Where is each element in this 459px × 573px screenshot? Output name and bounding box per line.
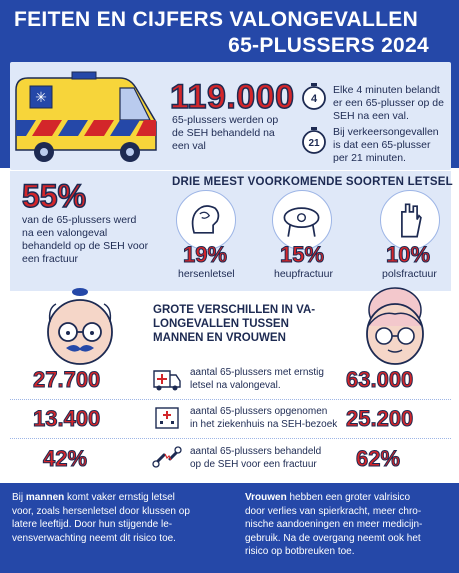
men-row1-value: 27.700	[33, 367, 101, 392]
letsel-title: DRIE MEEST VOORKOMENDE SOORTEN LETSEL	[172, 176, 453, 188]
row1-text-line2: letsel na valongeval.	[190, 379, 281, 391]
women-line3: nische aandoeningen en meer medicijn-	[245, 519, 423, 530]
row3-text-line1: aantal 65-plussers behandeld	[190, 446, 322, 457]
stat2-icon-value: 21	[308, 138, 320, 149]
women-row1-value: 63.000	[346, 367, 414, 392]
woman-face-illustration	[350, 284, 440, 368]
stat1-text: Elke 4 minuten belandt er een 65-plusser op de SEH na een val.	[333, 84, 444, 122]
row2-text-line1: aantal 65-plussers opgenomen	[190, 406, 328, 417]
footer-men-text	[12, 491, 212, 545]
row1-text-line1: aantal 65-plussers met ernstig	[190, 367, 324, 378]
wrist-label: polsfractuur	[382, 268, 437, 280]
hospital-icon	[152, 404, 182, 430]
fracture-percentage: 55%	[22, 178, 87, 214]
row-divider-2	[10, 438, 451, 439]
men-row2-value: 13.400	[33, 406, 101, 431]
gender-title-line2: LONGEVALLEN TUSSEN	[153, 318, 289, 330]
men-row3-value: 42%	[43, 446, 88, 471]
footer-women-text	[245, 491, 445, 559]
men-line4: vensverwachting neemt dit risico toe.	[12, 532, 176, 544]
women-line4: gebruik. Na de overgang neemt ook het	[245, 532, 421, 544]
men-line1-end: komt vaker ernstig letsel	[64, 492, 175, 503]
women-row2-value: 25.200	[346, 406, 414, 431]
hip-pct: 15%	[280, 242, 325, 267]
stat2-text: Bij verkeersongevallen is dat een 65-plusser per 21 minuten.	[333, 126, 439, 164]
row3-text	[190, 446, 338, 471]
row3-text-line2: op de SEH voor een fractuur	[190, 458, 317, 470]
row-divider-1	[10, 399, 451, 400]
stopwatch-icon-2	[300, 126, 328, 154]
row2-text	[190, 406, 338, 431]
women-bold: Vrouwen	[245, 492, 287, 503]
brain-pct: 19%	[183, 242, 228, 267]
man-face-illustration	[30, 288, 130, 368]
wrist-icon	[380, 190, 440, 250]
brain-label: hersenletsel	[178, 268, 235, 280]
women-row3-value: 62%	[356, 446, 401, 471]
fracture-text: van de 65-plussers werd na een valongeval behandeld op de SEH voor een fractuur	[22, 214, 149, 265]
total-text: 65-plussers werden op de SEH behandeld na een val	[172, 114, 279, 152]
gender-title-line3: MANNEN EN VROUWEN	[153, 332, 286, 344]
wrist-pct: 10%	[386, 242, 431, 267]
men-bold: mannen	[25, 492, 65, 503]
gender-title	[153, 303, 333, 345]
hip-label: heupfractuur	[274, 268, 333, 280]
row2-text-line2: in het ziekenhuis na SEH-bezoek	[190, 418, 338, 430]
brain-icon	[176, 190, 236, 250]
men-line2: voor, zoals hersenletsel door klussen op	[12, 505, 190, 517]
svg-text:✳: ✳	[35, 90, 47, 106]
ambulance-icon	[152, 365, 182, 391]
women-line5: risico op botbreuken toe.	[245, 546, 355, 557]
title-line2: 65-PLUSSERS 2024	[228, 34, 429, 57]
gender-title-line1: GROTE VERSCHILLEN IN VA-	[153, 304, 316, 316]
row1-text	[190, 367, 338, 392]
women-line2: door verlies van spierkracht, meer chro-	[245, 505, 422, 517]
bone-icon	[152, 444, 182, 470]
ambulance-illustration	[12, 70, 162, 162]
stat1-icon-value: 4	[310, 93, 318, 105]
title-line1: FEITEN EN CIJFERS VALONGEVALLEN	[14, 8, 419, 31]
women-line1: hebben een groter valrisico	[286, 492, 411, 503]
men-line3: latere leeftijd. Door hun stijgende le-	[12, 519, 173, 530]
hip-icon	[272, 190, 332, 250]
men-line1-start: Bij	[12, 492, 26, 503]
stopwatch-icon	[300, 82, 328, 110]
total-number: 119.000	[170, 78, 295, 116]
